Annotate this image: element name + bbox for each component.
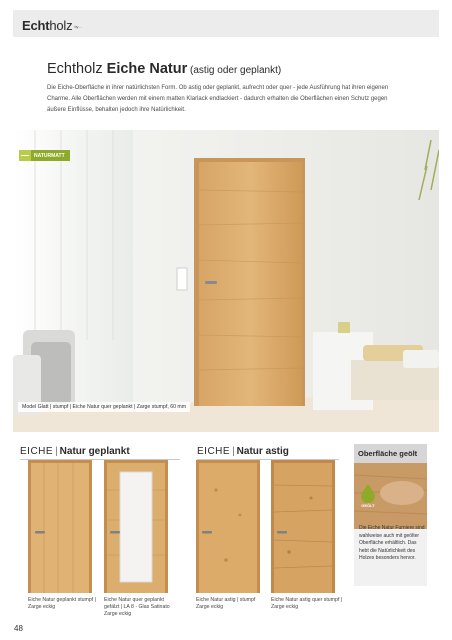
finish-swatch-icon <box>19 150 31 161</box>
geolt-badge-label: GEÖLT <box>361 503 375 508</box>
room-scene-image <box>13 130 439 432</box>
logo-small-text: by ... <box>74 24 82 30</box>
section-separator: | <box>232 446 235 457</box>
door-eiche-natur-geplankt <box>28 460 92 593</box>
door-caption: Eiche Natur astig quer stumpf | Zarge eckig <box>271 597 343 610</box>
badge-label: NATURMATT <box>34 152 65 159</box>
section-separator: | <box>55 446 58 457</box>
page-number: 48 <box>14 624 23 633</box>
door-image <box>196 460 260 593</box>
hero-photo <box>13 130 439 432</box>
section-heading-geplankt <box>20 446 130 457</box>
door-caption: Eiche Natur astig | stumpf Zarge eckig <box>196 597 256 610</box>
door-image <box>28 460 92 593</box>
door-eiche-natur-quer-glas <box>104 460 168 593</box>
door-caption: Eiche Natur geplankt stumpf | Zarge eckig <box>28 597 96 610</box>
door-image <box>271 460 335 593</box>
door-eiche-natur-astig-quer <box>271 460 335 593</box>
header-bar <box>13 10 439 37</box>
naturmatt-badge <box>19 150 70 161</box>
intro-text: Die Eiche-Oberfläche in ihrer natürlichsten Form. Ob astig oder geplankt, aufrecht oder quer - jede Ausführung hat ihren eigenen Charme. Alle Oberflächen werden mit einem matten Klarlack endlackiert - dadurch erhalten die Oberflächen einen Schutz gegen äußere Einflüsse, behalten jedoch ihre Natürlichkeit. <box>47 85 389 113</box>
brand-logo <box>22 18 82 33</box>
section-name: Natur astig <box>236 446 289 457</box>
section-brand: EICHE <box>197 446 231 457</box>
title-bold: Eiche Natur <box>106 61 188 77</box>
hero-caption: Model Glatt | stumpf | Eiche Natur quer geplankt | Zarge stumpf, 60 mm <box>18 402 190 412</box>
door-image <box>104 460 168 593</box>
title-light: Echtholz <box>47 61 107 77</box>
section-brand: EICHE <box>20 446 54 457</box>
panel-heading: Oberfläche geölt <box>354 444 427 463</box>
door-caption: Eiche Natur quer geplankt gefälzt | LA 8 - Glas Satinato Zarge eckig <box>104 597 170 617</box>
section-name: Natur geplankt <box>59 446 130 457</box>
section-heading-astig <box>197 446 289 457</box>
title-sub: (astig oder geplankt) <box>187 65 282 76</box>
page-title <box>47 61 281 77</box>
oiled-surface-panel <box>354 444 427 586</box>
door-eiche-natur-astig <box>196 460 260 593</box>
logo-bold-text: Echt <box>22 18 50 33</box>
logo-light-text: holz <box>49 18 73 33</box>
panel-text: Die Eiche Natur Furniere sind wahlweise auch mit geölter Oberfläche erhältlich. Das hebt die Natürlichkeit des Holzes besonders hervor. <box>359 525 425 561</box>
oil-drop-icon <box>358 483 378 503</box>
